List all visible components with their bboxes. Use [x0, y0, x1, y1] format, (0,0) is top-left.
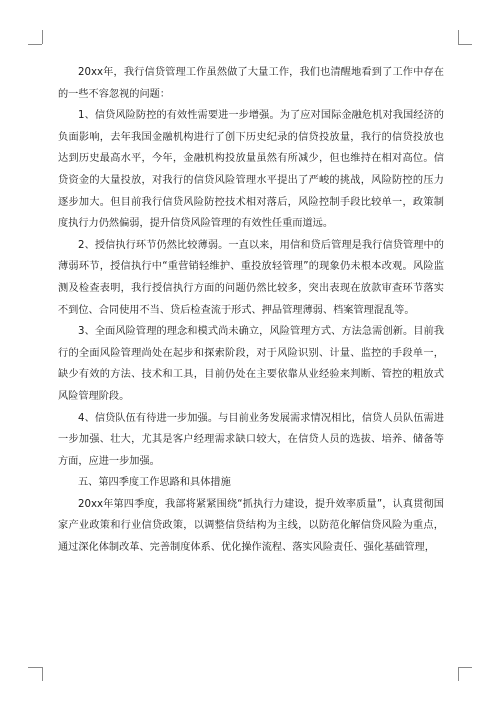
crop-mark-bottom-right-v	[458, 667, 459, 681]
crop-mark-bottom-left-v	[42, 667, 43, 681]
paragraph-issue-2: 2、授信执行环节仍然比较薄弱。一直以来，用信和贷后管理是我行信贷管理中的薄弱环节，授信执行中“重营销轻维护、重投放轻管理”的现象仍未根本改观。风险监测及检查表明，我行授信执行方面的问题仍然比较多，突出表现在放款审查环节落实不到位、合同使用不当、贷后检查流于形式、押品管理薄弱、档案管理混乱等。	[58, 239, 444, 316]
paragraph-intro: 20xx年，我行信贷管理工作虽然做了大量工作，我们也清醒地看到了工作中存在的一些不容忽视的问题：	[58, 67, 444, 100]
paragraph-issue-4: 4、信贷队伍有待进一步加强。与目前业务发展需求情况相比，信贷人员队伍需进一步加强、壮大，尤其是客户经理需求缺口较大，在信贷人员的选拔、培养、储备等方面，应进一步加强。	[58, 412, 444, 467]
crop-mark-top-right-v	[458, 30, 459, 44]
crop-mark-top-left-h	[28, 44, 42, 45]
crop-mark-top-left-v	[42, 30, 43, 44]
section-heading-q4: 五、第四季度工作思路和具体措施	[78, 477, 231, 489]
paragraph-issue-3: 3、全面风险管理的理念和模式尚未确立，风险管理方式、方法急需创新。目前我行的全面风险管理尚处在起步和探索阶段，对于风险识别、计量、监控的手段单一，缺少有效的方法、技术和工具，目前仍处在主要依靠从业经验来判断、管控的粗放式风险管理阶段。	[58, 326, 444, 402]
crop-mark-top-right-h	[458, 44, 472, 45]
paragraph-q4-plan: 20xx年第四季度，我部将紧紧围绕“抓执行力建设，提升效率质量”，认真贯彻国家产业政策和行业信贷政策，以调整信贷结构为主线，以防范化解信贷风险为重点，通过深化体制改革、完善制度体系、优化操作流程、落实风险责任、强化基础管理，	[58, 498, 444, 554]
crop-mark-bottom-left-h	[28, 667, 42, 668]
paragraph-issue-1: 1、信贷风险防控的有效性需要进一步增强。为了应对国际金融危机对我国经济的负面影响，去年我国金融机构进行了创下历史纪录的信贷投放量，我行的信贷投放也达到历史最高水平，今年，金融机构投放量虽然有所减少，但也维持在相对高位。信贷资金的大量投放，对我行的信贷风险管理水平提出了严峻的挑战，风险防控的压力逐步加大。但目前我行信贷风险防控技术相对落后，风险控制手段比较单一，政策制度执行力仍然偏弱，提升信贷风险管理的有效性任重而道远。	[58, 110, 444, 230]
crop-mark-bottom-right-h	[458, 667, 472, 668]
document-body	[58, 62, 444, 559]
